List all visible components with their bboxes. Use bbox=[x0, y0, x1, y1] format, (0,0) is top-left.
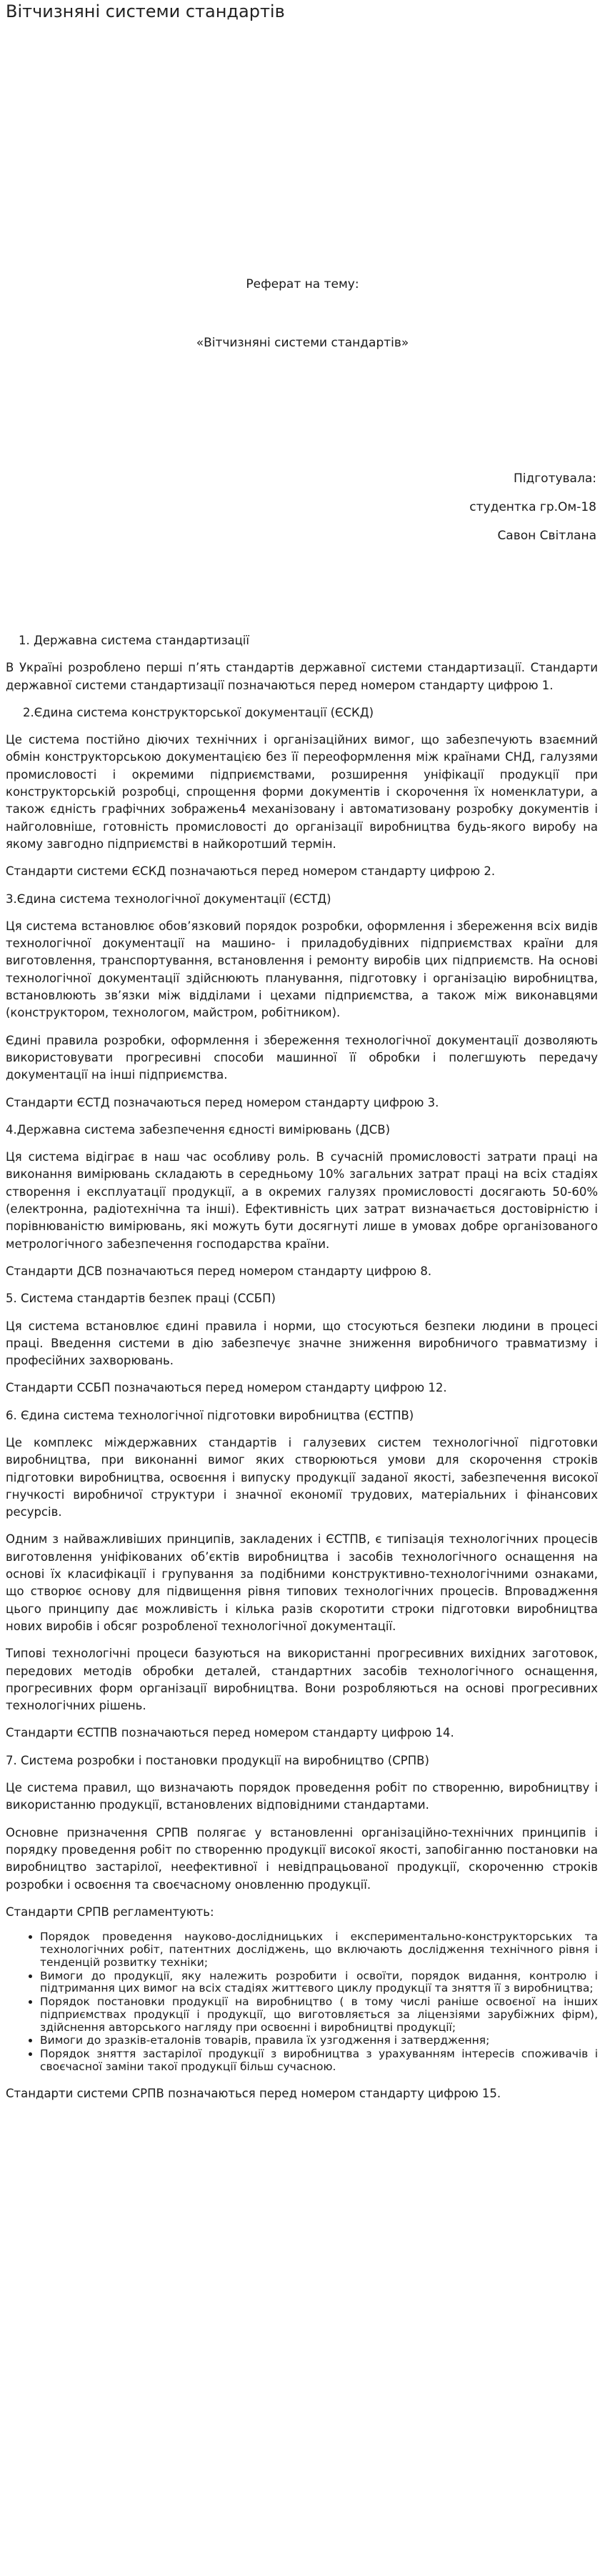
section-heading-estd: 3.Єдина система технологічної документації (ЄСТД) bbox=[6, 892, 331, 906]
paragraph: Ця система відіграє в наш час особливу роль. В сучасній промисловості затрати праці на виконання вимірювань складають в середньому 10% загальних затрат праці на всіх стадіях створення і експлуатації продукції, а в окремих галузях промисловості досягають 50-60% (електронна, радіотехнічна та інші). Ефективність цих затрат визначається достовірністю і порівнюваністю вимірювань, які можуть бути досягнуті лише в умовах добре організованого метрологічного забезпечення господарства країни. bbox=[6, 1150, 598, 1251]
paragraph: Це комплекс міждержавних стандартів і галузевих систем технологічної підготовки виробництва, при виконанні вимог яких створюються умови для скорочення строків підготовки виробництва, освоєння і випуску продукції заданої якості, забезпечення високої гнучкості виробничої структури і значної економії трудових, матеріальних і фінансових ресурсів. bbox=[6, 1435, 598, 1519]
paragraph: Стандарти ССБП позначаються перед номером стандарту цифрою 12. bbox=[6, 1381, 447, 1395]
page-title: Вітчизняні системи стандартів bbox=[6, 1, 285, 21]
list-item: • Порядок зняття застарілої продукції з виробництва з урахуванням інтересів споживачів і своєчасної заміни такої продукції більш сучасною. bbox=[40, 2048, 598, 2074]
section-heading-ssbp: 5. Система стандартів безпек праці (ССБП) bbox=[6, 1292, 276, 1306]
paragraph: Стандарти ДСВ позначаються перед номером стандарту цифрою 8. bbox=[6, 1264, 432, 1278]
section-heading-eskd: 2.Єдина система конструкторської документації (ЄСКД) bbox=[23, 705, 374, 719]
paragraph: Єдині правила розробки, оформлення і збереження технологічної документації дозволяють використовувати прогресивні способи машинної її обробки і полегшують передачу документації на інші підприємства. bbox=[6, 1033, 598, 1082]
document-body bbox=[6, 632, 598, 2112]
paragraph: Ця система встановлює обов’язковий порядок розробки, оформлення і збереження всіх видів технологічної документації на машино- і приладобудівних підприємствах країни для виготовлення, транспортування, встановлення і ремонту виробів цих підприємств. На основі технологічної документації здійснюють планування, підготовку і організацію виробництва, встановлюють зв’язки між відділами і цехами підприємства, а також між виконавцями (конструктором, технологом, майстром, робітником). bbox=[6, 919, 598, 1020]
paragraph: Основне призначення СРПВ полягає у встановленні організаційно-технічних принципів і порядку проведення робіт по створенню продукції високої якості, запобіганню постановки на виробництво застарілої, неефективної і невідпрацьованої продукції, скороченню строків розробки і освоєння та своєчасному оновленню продукції. bbox=[6, 1825, 598, 1892]
paragraph: Ця система встановлює єдині правила і норми, що стосуються безпеки людини в процесі праці. Введення системи в дію забезпечує значне зниження виробничого травматизму і професійних захворювань. bbox=[6, 1319, 598, 1368]
section-heading-dss: 1. Державна система стандартизації bbox=[19, 634, 249, 647]
cover-author-name: Савон Світлана bbox=[497, 529, 596, 543]
paragraph: Стандарти системи СРПВ позначаються перед номером стандарту цифрою 15. bbox=[6, 2086, 501, 2100]
paragraph: Це система правил, що визначають порядок проведення робіт по створенню, виробництву і використанню продукції, встановлених відповідними стандартами. bbox=[6, 1781, 598, 1812]
list-item: • Порядок постановки продукції на виробництво ( в тому числі раніше освоєної на інших підприємствах продукції і продукції, що виготовляється за ліцензіями зарубіжних фірм), здійснення авторського нагляду при освоєнні і виробництві продукції; bbox=[40, 1996, 598, 2034]
section-heading-estpv: 6. Єдина система технологічної підготовки виробництва (ЄСТПВ) bbox=[6, 1408, 414, 1422]
section-heading-dsv: 4.Державна система забезпечення єдності вимірювань (ДСВ) bbox=[6, 1122, 391, 1137]
paragraph: Це система постійно діючих технічних і організаційних вимог, що забезпечують взаємний обмін конструкторською документацією без її переоформлення між країнами СНД, галузями промисловості і окремими підприємствами, розширення уніфікації продукції при конструкторській розробці, спрощення форми документів і скорочення їх номенклатури, а також єдність графічних зображень4 механізовану і автоматизовану розробку документів і найголовніше, готовність промисловості до організації виробництва будь-якого виробу на якому завгодно підприємстві в найкоротший термін. bbox=[6, 733, 598, 851]
paragraph: Стандарти ЄСТД позначаються перед номером стандарту цифрою 3. bbox=[6, 1095, 439, 1109]
paragraph: Стандарти системи ЄСКД позначаються перед номером стандарту цифрою 2. bbox=[6, 864, 496, 879]
list-item: • Вимоги до продукції, яку належить розробити і освоїти, порядок видання, контролю і підтримання цих вимог на всіх стадіях життєвого циклу продукції та зняття її з виробництва; bbox=[40, 1970, 598, 1996]
list-item: • Вимоги до зразків-еталонів товарів, правила їх узгодження і затвердження; bbox=[40, 2035, 598, 2047]
paragraph: Стандарти СРПВ регламентують: bbox=[6, 1904, 214, 1919]
paragraph: Типові технологічні процеси базуються на використанні прогресивних вихідних заготовок, передових методів обробки деталей, стандартних засобів технологічного оснащення, прогресивних форм організації виробництва. Вони розробляються на основі прогресивних технологічних рішень. bbox=[6, 1647, 598, 1713]
paragraph: Одним з найважливіших принципів, закладених і ЄСТПВ, є типізація технологічних процесів виготовлення уніфікованих об’єктів виробництва і засобів технологічного оснащення на основі їх класифікації і групування за подібними конструктивно-технологічними ознаками, що створює основу для підвищення рівня типових технологічних процесів. Впровадження цього принципу дає можливість і кілька разів скоротити строки підготовки виробництва нових виробів і обсяг розробленої технологічної документації. bbox=[6, 1532, 598, 1633]
cover-prepared-by: Підготувала: bbox=[513, 471, 596, 486]
section-heading-srpv: 7. Система розробки і постановки продукції на виробництво (СРПВ) bbox=[6, 1753, 429, 1767]
paragraph: Стандарти ЄСТПВ позначаються перед номером стандарту цифрою 14. bbox=[6, 1726, 454, 1740]
paragraph: В Україні розроблено перші п’ять стандартів державної системи стандартизації. Стандарти державної системи стандартизації позначаються перед номером стандарту цифрою 1. bbox=[6, 661, 598, 692]
cover-topic-label: Реферат на тему: bbox=[246, 277, 359, 291]
list-item: • Порядок проведення науково-дослідницьких і експериментально-конструкторських та технологічних робіт, патентних досліджень, що включають дослідження технічного рівня і тенденцій розвитку техніки; bbox=[40, 1931, 598, 1969]
cover-student-group: студентка гр.Ом-18 bbox=[469, 500, 596, 514]
srpv-list bbox=[6, 1931, 598, 2074]
cover-topic-title: «Вітчизняні системи стандартів» bbox=[196, 336, 409, 350]
